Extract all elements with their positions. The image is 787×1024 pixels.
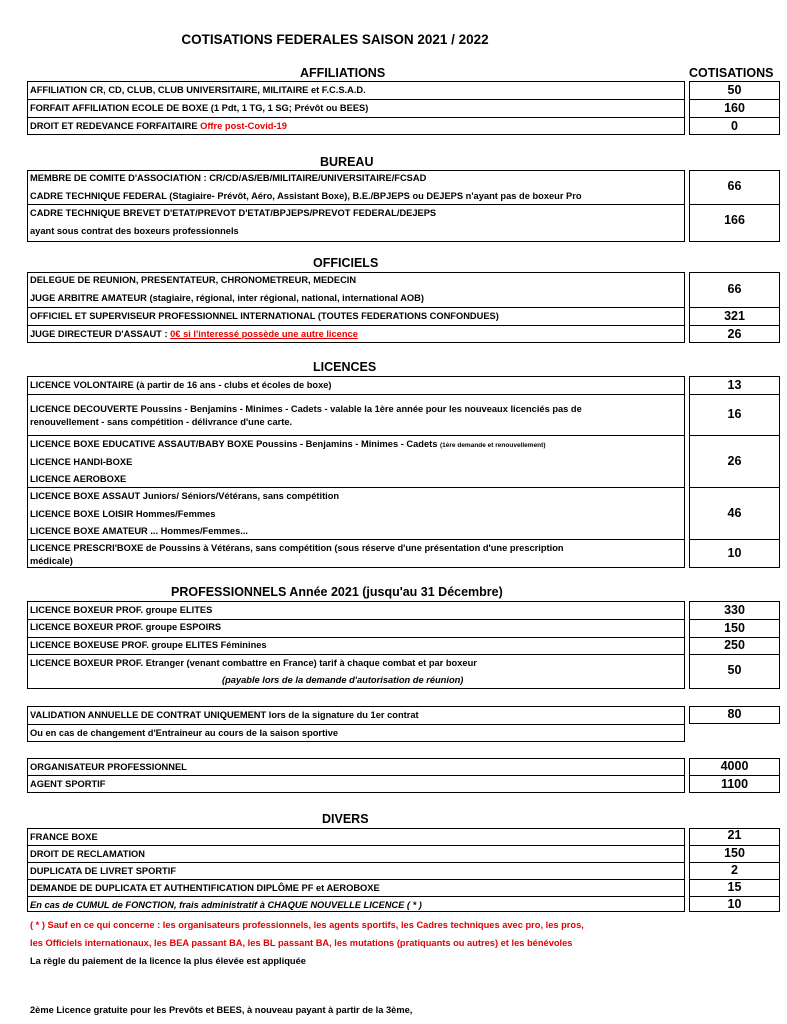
section-heading-officiels: OFFICIELS	[313, 256, 379, 270]
divers-duplicata-livret-label: DUPLICATA DE LIVRET SPORTIF	[30, 866, 176, 876]
bottom-note: 2ème Licence gratuite pour les Prevôts et BEES, à nouveau payant à partir de la 3ème,	[30, 1005, 413, 1015]
forfait-row-label: FORFAIT AFFILIATION ECOLE DE BOXE (1 Pdt, 1 TG, 1 SG; Prévôt ou BEES)	[30, 103, 369, 113]
organisateur-label: ORGANISATEUR PROFESSIONNEL	[30, 762, 187, 772]
pro-etranger-value: 50	[727, 663, 742, 677]
footnote-red-line-1: ( * ) Sauf en ce qui concerne : les organisateurs professionnels, les agents sportifs, les Cadres techniques avec pro, les pros,	[30, 920, 584, 930]
licence-group26-value: 26	[727, 454, 742, 468]
licence-prescri-value: 10	[727, 546, 742, 560]
divers-reclamation-value: 150	[724, 846, 745, 860]
licence-amateur-label: LICENCE BOXE AMATEUR ... Hommes/Femmes...	[30, 526, 248, 536]
agent-value: 1100	[720, 777, 749, 791]
officiels-row1-value: 66	[727, 282, 742, 296]
licence-decouverte-label: LICENCE DECOUVERTE Poussins - Benjamins - Minimes - Cadets - valable la 1ère année pour les nouveaux licenciés pas de	[30, 404, 582, 414]
licence-volontaire-label: LICENCE VOLONTAIRE (à partir de 16 ans - clubs et écoles de boxe)	[30, 380, 332, 390]
divers-cumul-label: En cas de CUMUL de FONCTION, frais administratif à CHAQUE NOUVELLE LICENCE ( * )	[30, 900, 422, 910]
officiels-superviseur-label: OFFICIEL ET SUPERVISEUR PROFESSIONNEL INTERNATIONAL (TOUTES FEDERATIONS CONFONDUES)	[30, 311, 499, 321]
section-heading-licences: LICENCES	[313, 360, 377, 374]
officiels-juge-directeur-label: JUGE DIRECTEUR D'ASSAUT : 0€ si l'interessé possède une autre licence	[30, 329, 358, 339]
licence-loisir-label: LICENCE BOXE LOISIR Hommes/Femmes	[30, 509, 216, 519]
organisateur-value: 4000	[720, 759, 749, 773]
pro-espoirs-value: 150	[724, 621, 745, 635]
section-heading-affiliations: AFFILIATIONS	[300, 66, 386, 80]
droit-row-label: DROIT ET REDEVANCE FORFAITAIRE Offre post-Covid-19	[30, 121, 287, 131]
droit-row-value: 0	[731, 119, 738, 133]
validation-label: VALIDATION ANNUELLE DE CONTRAT UNIQUEMENT lors de la signature du 1er contrat	[30, 710, 419, 720]
officiels-delegue-label: DELEGUE DE REUNION, PRESENTATEUR, CHRONOMETREUR, MEDECIN	[30, 275, 357, 285]
divers-cumul-value: 10	[727, 897, 742, 911]
pro-elites-value: 330	[724, 603, 745, 617]
licence-educative-label: LICENCE BOXE EDUCATIVE ASSAUT/BABY BOXE Poussins - Benjamins - Minimes - Cadets (1ère demande et renouvellement)	[30, 439, 546, 449]
section-heading-divers: DIVERS	[322, 812, 369, 826]
cotisations-header: COTISATIONS	[689, 66, 774, 80]
divers-duplicata-diplome-value: 15	[727, 880, 742, 894]
licence-aeroboxe-label: LICENCE AEROBOXE	[30, 474, 127, 484]
juge-directeur-note: 0€ si l'interessé possède une autre licence	[170, 329, 358, 339]
licence-handi-label: LICENCE HANDI-BOXE	[30, 457, 133, 467]
divers-france-boxe-label: FRANCE BOXE	[30, 832, 98, 842]
pro-feminines-label: LICENCE BOXEUSE PROF. groupe ELITES Féminines	[30, 640, 267, 650]
officiels-juge-label: JUGE ARBITRE AMATEUR (stagiaire, régional, inter régional, national, international AOB)	[30, 293, 424, 303]
licence-prescri-label-2: médicale)	[30, 556, 73, 566]
licence-assaut-label: LICENCE BOXE ASSAUT Juniors/ Séniors/Vétérans, sans compétition	[30, 491, 340, 501]
licence-decouverte-value: 16	[727, 407, 742, 421]
forfait-row-value: 160	[724, 101, 745, 115]
section-heading-bureau: BUREAU	[320, 155, 374, 169]
pro-espoirs-label: LICENCE BOXEUR PROF. groupe ESPOIRS	[30, 622, 222, 632]
covid-offer-note: Offre post-Covid-19	[200, 121, 287, 131]
section-heading-pro: PROFESSIONNELS Année 2021 (jusqu'au 31 Décembre)	[171, 585, 503, 599]
footnote-red-line-2: les Officiels internationaux, les BEA passant BA, les BL passant BA, les mutations (pratiquants ou autres) et les bénévoles	[30, 938, 573, 948]
pro-feminines-value: 250	[724, 638, 745, 652]
bureau-membre-label: MEMBRE DE COMITE D'ASSOCIATION : CR/CD/AS/EB/MILITAIRE/UNIVERSITAIRE/FCSAD	[30, 173, 427, 183]
divers-france-boxe-value: 21	[727, 828, 742, 842]
bureau-brevet-label: CADRE TECHNIQUE BREVET D'ETAT/PREVOT D'ETAT/BPJEPS/PREVOT FEDERAL/DEJEPS	[30, 208, 437, 218]
divers-duplicata-livret-value: 2	[731, 863, 738, 877]
licence-volontaire-value: 13	[727, 378, 742, 392]
validation-label-2: Ou en cas de changement d'Entraineur au cours de la saison sportive	[30, 728, 339, 738]
bureau-row2-value: 166	[724, 213, 745, 227]
officiels-row3-value: 26	[727, 327, 742, 341]
licence-prescri-label: LICENCE PRESCRI'BOXE de Poussins à Vétérans, sans compétition (sous réserve d'une présentation d'une prescription	[30, 543, 564, 553]
page-title: COTISATIONS FEDERALES SAISON 2021 / 2022	[181, 32, 489, 47]
validation-value: 80	[727, 707, 742, 721]
bureau-cadre-label: CADRE TECHNIQUE FEDERAL (Stagiaire- Prévôt, Aéro, Assistant Boxe), B.E./BPJEPS ou DEJEPS n'ayant pas de boxeur Pro	[30, 191, 582, 201]
affiliation-row-value: 50	[727, 83, 742, 97]
rule-note: La règle du paiement de la licence la plus élevée est appliquée	[30, 956, 306, 966]
divers-reclamation-label: DROIT DE RECLAMATION	[30, 849, 145, 859]
officiels-row2-value: 321	[724, 309, 745, 323]
bureau-row1-value: 66	[727, 179, 742, 193]
pro-elites-label: LICENCE BOXEUR PROF. groupe ELITES	[30, 605, 213, 615]
pro-etranger-label-2: (payable lors de la demande d'autorisation de réunion)	[222, 675, 464, 685]
bureau-brevet-label-2: ayant sous contrat des boxeurs professionnels	[30, 226, 239, 236]
pro-etranger-label: LICENCE BOXEUR PROF. Etranger (venant combattre en France) tarif à chaque combat et par boxeur	[30, 658, 477, 668]
agent-label: AGENT SPORTIF	[30, 779, 106, 789]
affiliation-row-label: AFFILIATION CR, CD, CLUB, CLUB UNIVERSITAIRE, MILITAIRE et F.C.S.A.D.	[30, 85, 366, 95]
licence-decouverte-label-2: renouvellement - sans compétition - délivrance d'une carte.	[30, 417, 293, 427]
divers-duplicata-diplome-label: DEMANDE DE DUPLICATA ET AUTHENTIFICATION DIPLÔME PF et AEROBOXE	[30, 883, 380, 893]
licence-group46-value: 46	[727, 506, 742, 520]
